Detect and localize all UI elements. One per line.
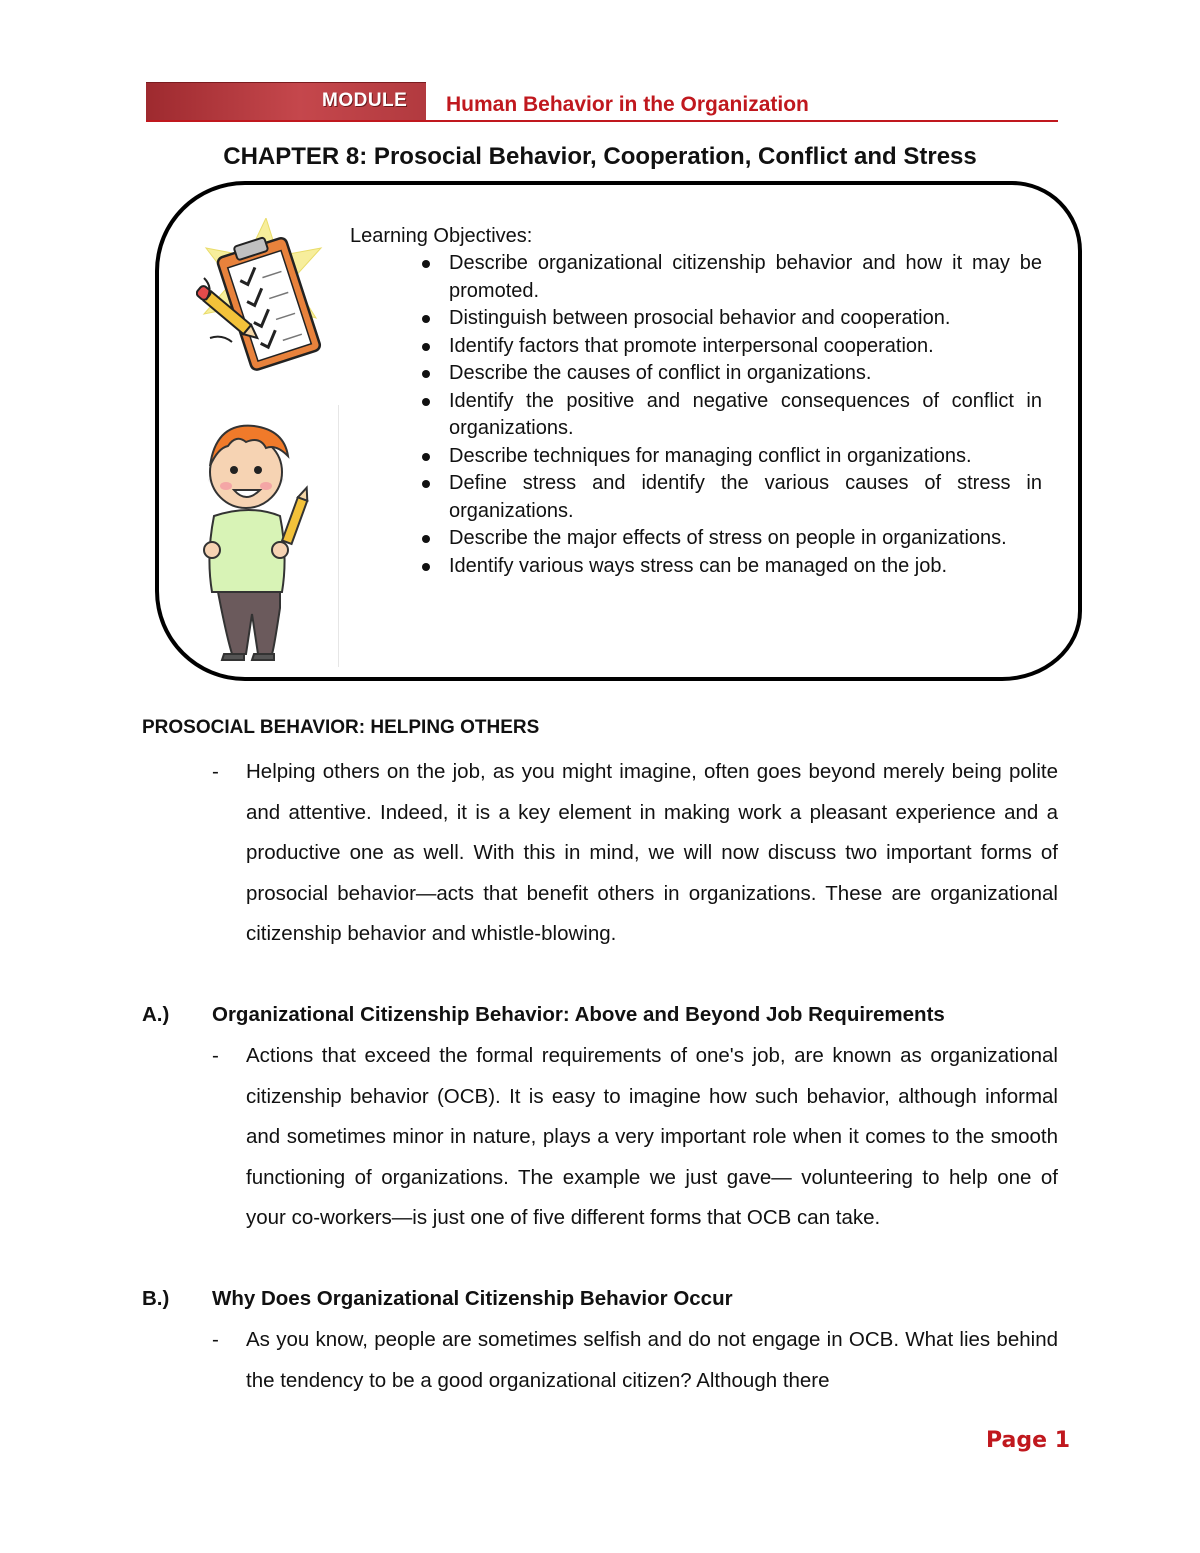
bullet-icon: [422, 343, 430, 351]
divider-line: [338, 405, 339, 667]
bullet-icon: [422, 535, 430, 543]
objective-item: Identify the positive and negative consequences of conflict in organizations.: [420, 388, 1042, 443]
bullet-icon: [422, 260, 430, 268]
subsection-b-title: Why Does Organizational Citizenship Behavior Occur: [212, 1287, 733, 1310]
section-heading: PROSOCIAL BEHAVIOR: HELPING OTHERS: [142, 717, 540, 738]
header-rule: [146, 120, 1058, 122]
module-label: MODULE: [322, 90, 408, 111]
objective-item: Describe organizational citizenship behavior and how it may be promoted.: [420, 250, 1042, 305]
bullet-icon: [422, 315, 430, 323]
subsection-a-paragraph: Actions that exceed the formal requirements of one's job, are known as organizational citizenship behavior (OCB). It is easy to imagine how such behavior, although informal and sometimes minor in nature, plays a very important role when it comes to the smooth functioning of organizations. The example we just gave— volunteering to help one of your co-workers—is just one of five different forms that OCB can take.: [246, 1044, 1058, 1229]
objective-item: Identify factors that promote interpersonal cooperation.: [420, 333, 1042, 361]
objective-item: Describe techniques for managing conflict in organizations.: [420, 443, 1042, 471]
objectives-list: [420, 250, 1042, 580]
dash-marker: -: [212, 1044, 219, 1067]
boy-with-pencil-illustration: [196, 400, 326, 670]
dash-marker: -: [212, 760, 219, 783]
bullet-icon: [422, 563, 430, 571]
bullet-icon: [422, 453, 430, 461]
chapter-title: CHAPTER 8: Prosocial Behavior, Cooperation, Conflict and Stress: [223, 143, 977, 170]
subsection-b-letter: B.): [142, 1287, 170, 1310]
objective-item: Identify various ways stress can be managed on the job.: [420, 553, 1042, 581]
clipboard-checklist-icon: [196, 218, 326, 388]
objective-item: Describe the major effects of stress on people in organizations.: [420, 525, 1042, 553]
objective-item: Define stress and identify the various causes of stress in organizations.: [420, 470, 1042, 525]
subsection-a-title: Organizational Citizenship Behavior: Above and Beyond Job Requirements: [212, 1003, 945, 1026]
objective-item: Describe the causes of conflict in organizations.: [420, 360, 1042, 388]
objectives-heading: Learning Objectives:: [350, 225, 533, 247]
subsection-b-paragraph: As you know, people are sometimes selfish and do not engage in OCB. What lies behind the tendency to be a good organizational citizen? Although there: [246, 1328, 1058, 1392]
intro-paragraph: Helping others on the job, as you might imagine, often goes beyond merely being polite and attentive. Indeed, it is a key element in making work a pleasant experience and a productive one as well. With this in mind, we will now discuss two important forms of prosocial behavior—acts that benefit others in organizations. These are organizational citizenship behavior and whistle-blowing.: [246, 760, 1058, 945]
bullet-icon: [422, 370, 430, 378]
objective-item: Distinguish between prosocial behavior and cooperation.: [420, 305, 1042, 333]
dash-marker: -: [212, 1328, 219, 1351]
page-number: Page 1: [986, 1428, 1071, 1453]
bullet-icon: [422, 480, 430, 488]
bullet-icon: [422, 398, 430, 406]
subsection-a-letter: A.): [142, 1003, 170, 1026]
module-title: Human Behavior in the Organization: [446, 93, 809, 116]
